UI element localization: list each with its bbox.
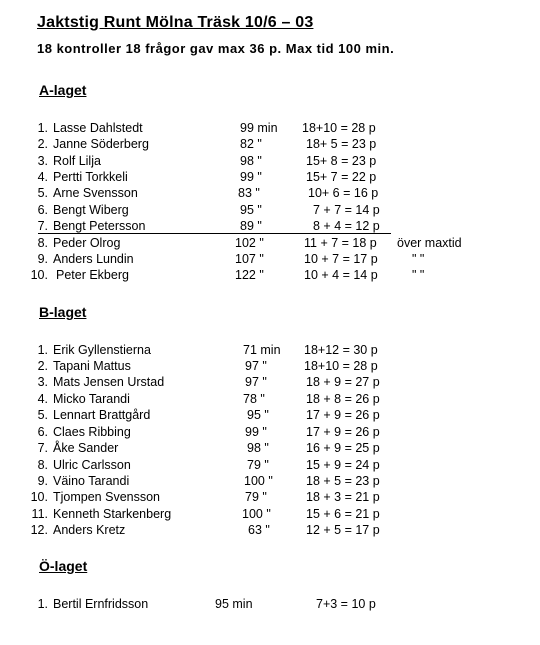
time: 79 " <box>247 458 269 472</box>
score: 18 + 8 = 26 p <box>306 392 380 406</box>
score: 7+3 = 10 p <box>316 597 376 611</box>
result-row <box>0 523 540 539</box>
time: 97 " <box>245 359 267 373</box>
result-row <box>0 441 540 457</box>
score: 18 + 5 = 23 p <box>306 474 380 488</box>
time: 102 " <box>235 236 264 250</box>
rank: 7. <box>37 441 48 455</box>
participant-name: Tjompen Svensson <box>53 490 161 504</box>
time: 95 min <box>215 597 253 611</box>
result-row <box>0 343 540 359</box>
result-row <box>0 408 540 424</box>
result-row <box>0 458 540 474</box>
time: 100 " <box>244 474 273 488</box>
time: 79 " <box>245 490 267 504</box>
time: 99 " <box>245 425 267 439</box>
result-row <box>0 474 540 490</box>
time: 78 " <box>243 392 265 406</box>
score: 15 + 6 = 21 p <box>306 507 380 521</box>
rank: 3. <box>37 375 48 389</box>
time: 71 min <box>243 343 281 357</box>
result-row <box>0 375 540 391</box>
score: 16 + 9 = 25 p <box>306 441 380 455</box>
time: 99 min <box>240 121 278 135</box>
participant-name: Tapani Mattus <box>53 359 131 373</box>
rank: 6. <box>37 203 48 217</box>
score: 17 + 9 = 26 p <box>306 425 380 439</box>
rank: 1. <box>37 121 48 135</box>
result-row <box>0 392 540 408</box>
rank: 5. <box>37 186 48 200</box>
result-row <box>0 154 540 170</box>
participant-name: Arne Svensson <box>53 186 138 200</box>
participant-name: Åke Sander <box>53 441 119 455</box>
score: 12 + 5 = 17 p <box>306 523 380 537</box>
result-row <box>0 121 540 137</box>
time: 95 " <box>247 408 269 422</box>
note: " " <box>412 268 425 282</box>
score: 11 + 7 = 18 p <box>304 236 377 250</box>
time: 95 " <box>240 203 262 217</box>
rank: 4. <box>37 392 48 406</box>
rank: 2. <box>37 359 48 373</box>
time: 97 " <box>245 375 267 389</box>
participant-name: Anders Lundin <box>53 252 134 266</box>
rank: 10. <box>30 490 48 504</box>
participant-name: Ulric Carlsson <box>53 458 131 472</box>
rank: 1. <box>37 343 48 357</box>
participant-name: Bengt Wiberg <box>53 203 129 217</box>
result-row <box>0 490 540 506</box>
time: 100 " <box>242 507 271 521</box>
participant-name: Kenneth Starkenberg <box>53 507 172 521</box>
result-row <box>0 236 540 252</box>
rank: 3. <box>37 154 48 168</box>
participant-name: Lasse Dahlstedt <box>53 121 143 135</box>
time: 98 " <box>247 441 269 455</box>
score: 18 + 9 = 27 p <box>306 375 380 389</box>
time: 83 " <box>238 186 260 200</box>
score: 17 + 9 = 26 p <box>306 408 380 422</box>
score: 15+ 7 = 22 p <box>306 170 377 184</box>
rank: 8. <box>37 236 48 250</box>
participant-name: Bertil Ernfridsson <box>53 597 149 611</box>
rank: 1. <box>37 597 48 611</box>
rank: 7. <box>37 219 48 233</box>
score: 15+ 8 = 23 p <box>306 154 377 168</box>
score: 18+10 = 28 p <box>304 359 378 373</box>
time: 107 " <box>235 252 264 266</box>
results-title: Jaktstig Runt Mölna Träsk 10/6 – 03 <box>37 14 314 31</box>
participant-name: Anders Kretz <box>53 523 126 537</box>
rank: 9. <box>37 474 48 488</box>
score: 10+ 6 = 16 p <box>308 186 379 200</box>
rank: 9. <box>37 252 48 266</box>
result-row <box>0 507 540 523</box>
participant-name: Micko Tarandi <box>53 392 130 406</box>
rank: 2. <box>37 137 48 151</box>
rank: 10. <box>30 268 48 282</box>
time: 63 " <box>248 523 270 537</box>
participant-name: Peter Ekberg <box>56 268 129 282</box>
participant-name: Lennart Brattgård <box>53 408 151 422</box>
participant-name: Rolf Lilja <box>53 154 101 168</box>
results-subtitle: 18 kontroller 18 frågor gav max 36 p. Max tid 100 min. <box>37 41 395 56</box>
participant-name: Väino Tarandi <box>53 474 130 488</box>
score: 18 + 3 = 21 p <box>306 490 380 504</box>
rank: 8. <box>37 458 48 472</box>
score: 10 + 7 = 17 p <box>304 252 378 266</box>
result-row <box>0 170 540 186</box>
time: 99 " <box>240 170 262 184</box>
result-row <box>0 252 540 268</box>
note: över maxtid <box>397 236 462 250</box>
score: 18+12 = 30 p <box>304 343 378 357</box>
score: 7 + 7 = 14 p <box>313 203 380 217</box>
result-row <box>0 268 540 284</box>
maxtime-divider <box>38 233 391 234</box>
participant-name: Mats Jensen Urstad <box>53 375 165 389</box>
rank: 11. <box>31 507 48 521</box>
rank: 4. <box>37 170 48 184</box>
participant-name: Janne Söderberg <box>53 137 149 151</box>
score: 10 + 4 = 14 p <box>304 268 378 282</box>
result-row <box>0 186 540 202</box>
time: 82 " <box>240 137 262 151</box>
time: 98 " <box>240 154 262 168</box>
section-heading-o: Ö-laget <box>39 558 88 574</box>
time: 122 " <box>235 268 264 282</box>
score: 15 + 9 = 24 p <box>306 458 380 472</box>
result-row <box>0 425 540 441</box>
time: 89 " <box>240 219 262 233</box>
participant-name: Pertti Torkkeli <box>53 170 128 184</box>
result-row <box>0 203 540 219</box>
participant-name: Bengt Petersson <box>53 219 146 233</box>
score: 8 + 4 = 12 p <box>313 219 380 233</box>
result-row <box>0 597 540 613</box>
rank: 12. <box>30 523 48 537</box>
participant-name: Claes Ribbing <box>53 425 131 439</box>
score: 18+10 = 28 p <box>302 121 376 135</box>
note: " " <box>412 252 425 266</box>
rank: 6. <box>37 425 48 439</box>
rank: 5. <box>37 408 48 422</box>
participant-name: Erik Gyllenstierna <box>53 343 151 357</box>
section-heading-a: A-laget <box>39 82 87 98</box>
section-heading-b: B-laget <box>39 304 87 320</box>
score: 18+ 5 = 23 p <box>306 137 377 151</box>
result-row <box>0 137 540 153</box>
participant-name: Peder Olrog <box>53 236 121 250</box>
result-row <box>0 359 540 375</box>
